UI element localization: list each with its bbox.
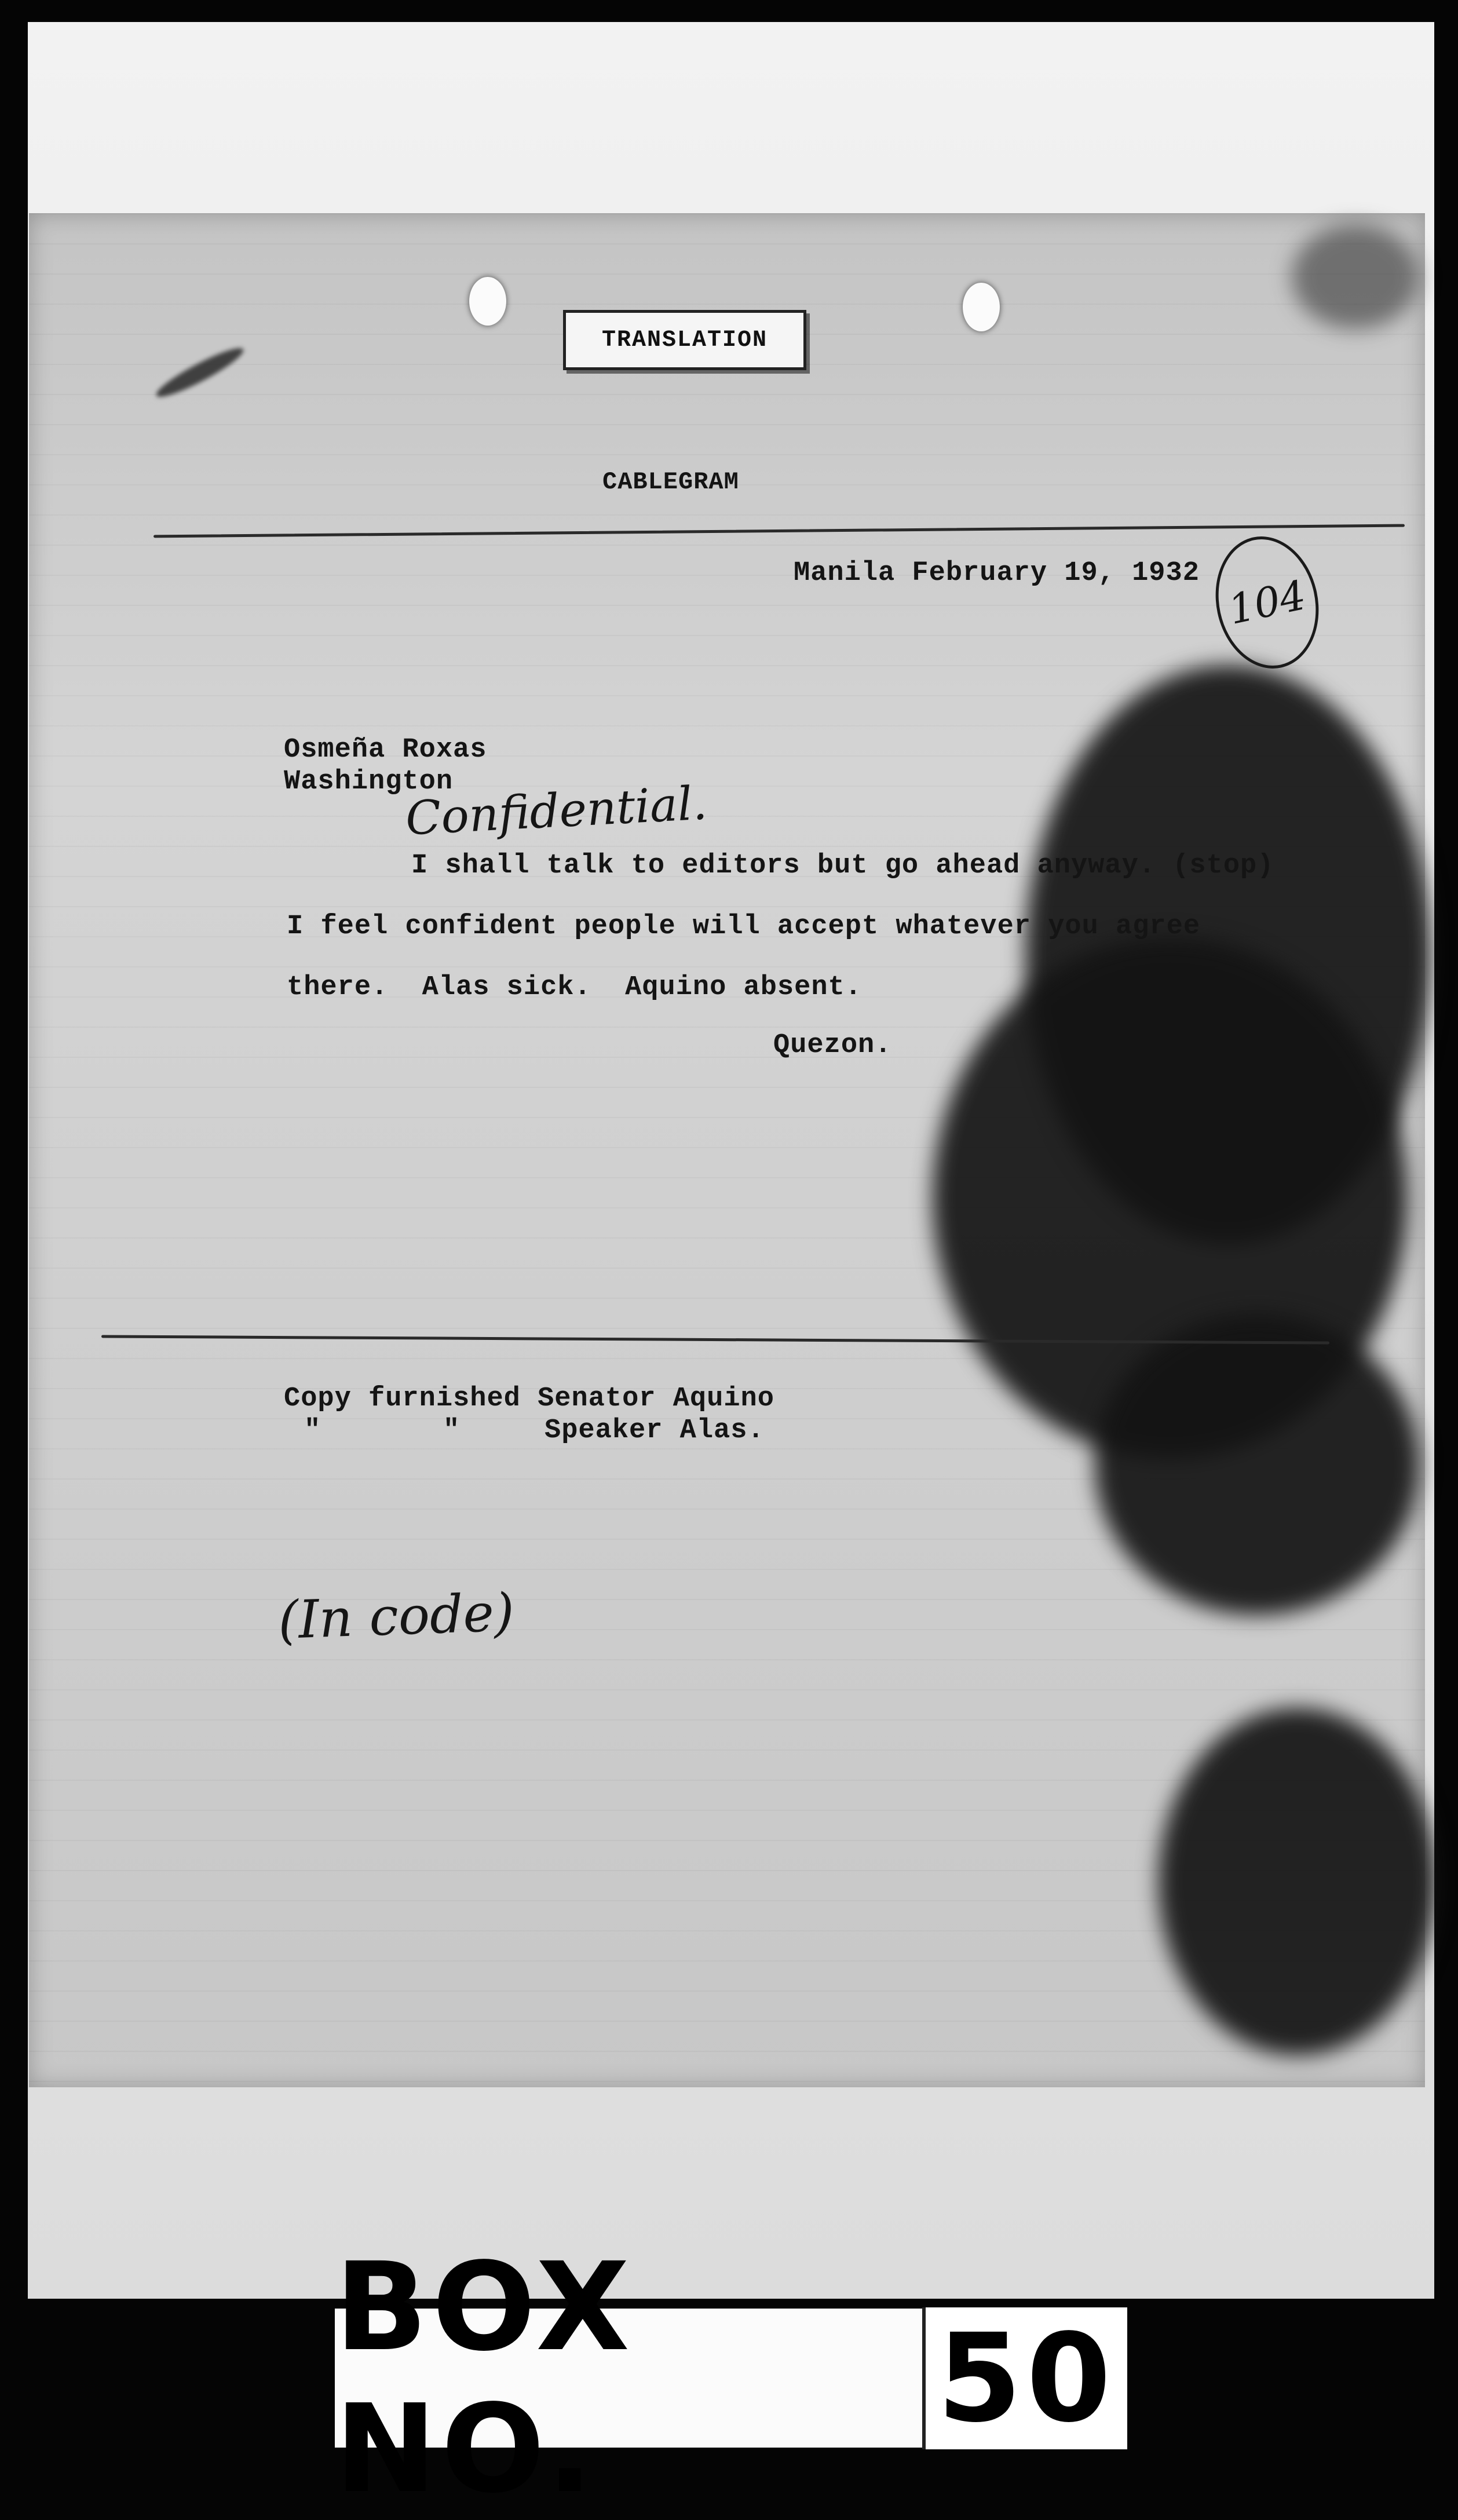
body-line-2: I feel confident people will accept whatever you agree [287,911,1201,942]
place-date: Manila February 19, 1932 [794,558,1200,589]
translation-label: TRANSLATION [563,310,806,370]
signature: Quezon. [773,1030,892,1061]
body-line-1: I shall talk to editors but go ahead anyway. (stop) [411,850,1274,881]
copy-furnished-line-1: Copy furnished Senator Aquino [284,1383,774,1414]
punch-hole-left [469,277,506,326]
page-number: 104 [1224,571,1310,634]
handwritten-confidential: Confidential. [404,776,708,846]
body-line-3: there. Alas sick. Aquino absent. [287,972,862,1003]
stain-lower-right [1159,1708,1437,2055]
top-rule [154,524,1405,538]
copy-ditto-2: " [443,1415,461,1446]
cablegram-document [29,213,1425,2087]
handwritten-in-code: (In code) [277,1582,516,1652]
box-label [335,2236,1127,2520]
box-label-text: BOX NO. [335,2236,635,2520]
stain-right-low [1095,1314,1419,1615]
copy-ditto-1: " [304,1415,321,1446]
pencil-mark [152,342,247,403]
addressee-line-1: Osmeña Roxas [284,735,487,765]
stain-top-smudge [1292,225,1419,329]
addressee-line-2: Washington [284,766,454,797]
document-heading: CABLEGRAM [602,468,739,496]
box-number: 50 [922,2307,1127,2449]
copy-furnished-line-2: Speaker Alas. [545,1415,765,1446]
punch-hole-right [963,283,1000,331]
